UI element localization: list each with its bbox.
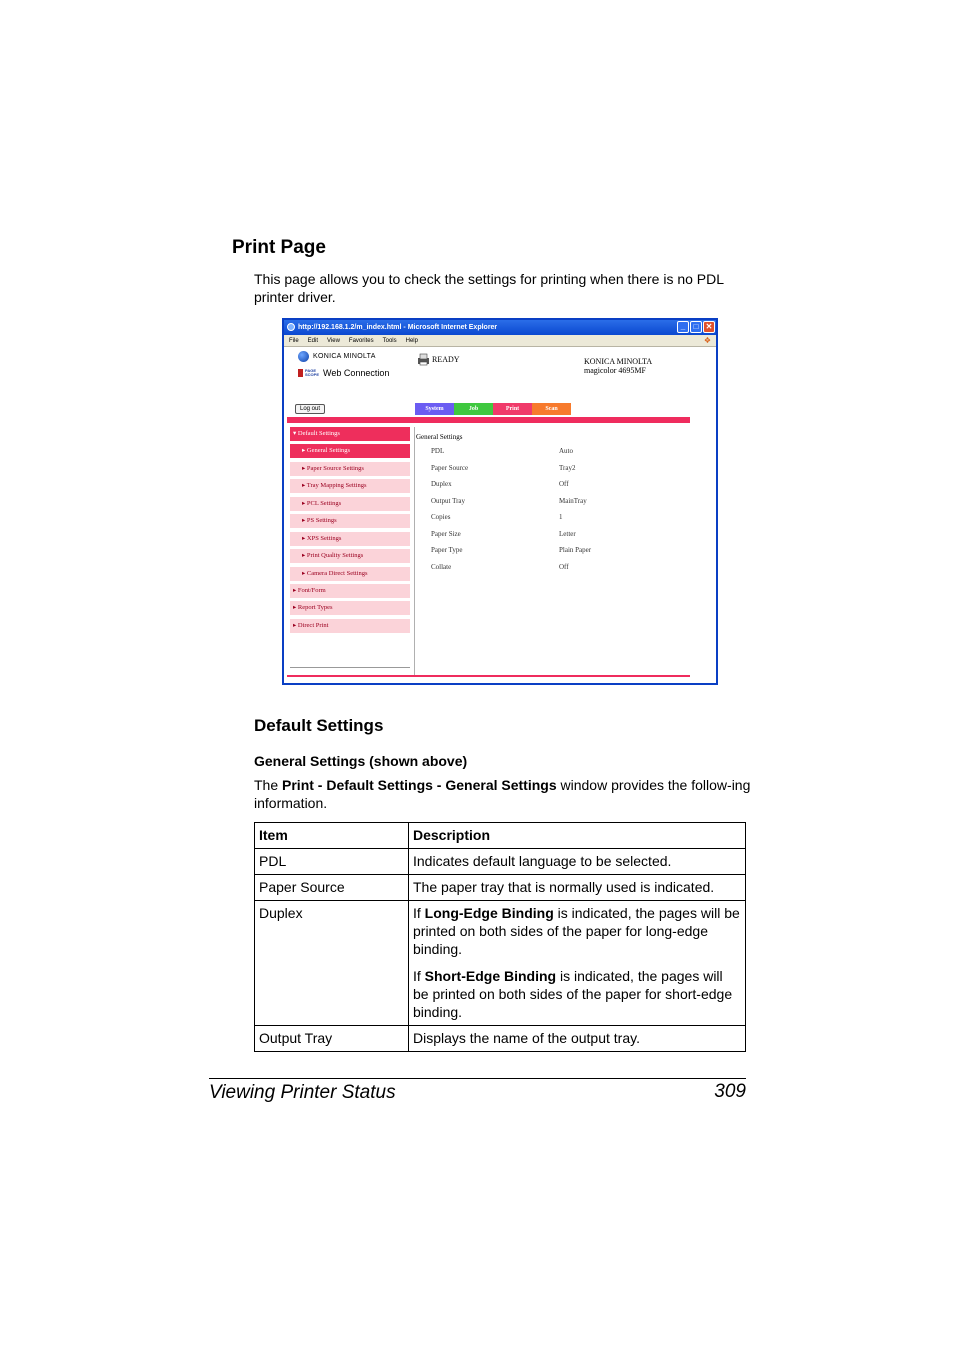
menu-edit[interactable]: Edit xyxy=(307,338,319,344)
setting-row xyxy=(431,546,591,563)
printer-status: READY xyxy=(432,355,460,364)
browser-window-screenshot xyxy=(282,318,718,685)
setting-row xyxy=(431,530,591,547)
section-heading: Default Settings xyxy=(254,716,384,735)
setting-key: Copies xyxy=(431,513,451,521)
description-paragraph: The Print - Default Settings - General Settings window provides the follow-ing information. xyxy=(254,777,751,811)
menu-help[interactable]: Help xyxy=(405,338,418,344)
setting-row xyxy=(431,513,591,530)
footer-rule xyxy=(209,1078,746,1079)
setting-key: Paper Source xyxy=(431,463,469,472)
menu-bar xyxy=(284,335,716,347)
setting-value: Off xyxy=(559,562,569,571)
setting-value: MainTray xyxy=(559,496,587,505)
menu-view[interactable]: View xyxy=(327,338,340,344)
window-title: http://192.168.1.2/m_index.html - Microsoft Internet Explorer xyxy=(298,324,498,331)
printer-model: KONICA MINOLTA magicolor 4695MF xyxy=(584,357,653,375)
table-row: Output Tray Displays the name of the output tray. xyxy=(255,1026,746,1052)
sidebar-item[interactable]: ▸ Font/Form xyxy=(290,584,410,598)
close-icon[interactable]: ✕ xyxy=(703,321,715,333)
settings-description-table xyxy=(254,822,746,1052)
sidebar-item[interactable]: ▸ Tray Mapping Settings xyxy=(290,479,410,493)
web-connection-label: Web Connection xyxy=(323,368,390,378)
sidebar-item[interactable]: ▸ Print Quality Settings xyxy=(290,549,410,563)
main-tabs xyxy=(415,403,571,415)
footer-title: Viewing Printer Status xyxy=(209,1082,396,1103)
maximize-icon[interactable]: □ xyxy=(690,321,702,333)
konica-minolta-logo-icon xyxy=(298,351,309,362)
menu-tools[interactable]: Tools xyxy=(382,338,397,344)
setting-value: 1 xyxy=(559,513,563,521)
brand-block xyxy=(298,351,389,378)
table-header-item: Item xyxy=(255,823,409,849)
sidebar-item[interactable]: ▾ Default Settings xyxy=(290,427,410,441)
setting-value: Letter xyxy=(559,529,576,538)
window-titlebar xyxy=(284,320,716,335)
tab-system[interactable]: System xyxy=(415,403,454,415)
sidebar-item[interactable]: ▸ PCL Settings xyxy=(290,497,410,511)
setting-key: Paper Type xyxy=(431,546,463,554)
setting-value: Auto xyxy=(559,447,573,455)
setting-value: Plain Paper xyxy=(559,546,592,554)
logout-button[interactable]: Log out xyxy=(295,404,325,414)
sidebar-item[interactable]: ▸ PS Settings xyxy=(290,514,410,528)
pagescope-logo: PAGE SCOPE xyxy=(298,369,319,377)
menu-file[interactable]: File xyxy=(289,338,299,344)
subsection-heading: General Settings (shown above) xyxy=(254,753,468,769)
ie-icon xyxy=(287,323,295,331)
sidebar-item[interactable]: ▸ Paper Source Settings xyxy=(290,462,410,476)
content-title: General Settings xyxy=(416,433,463,441)
sidebar-nav xyxy=(290,427,410,636)
header-divider xyxy=(287,417,690,423)
sidebar-item[interactable]: ▸ Camera Direct Settings xyxy=(290,567,410,581)
sidebar-item[interactable]: ▸ Direct Print xyxy=(290,619,410,633)
intro-text: This page allows you to check the settings for printing when there is no PDL printer driver. xyxy=(254,271,724,305)
menu-favorites[interactable]: Favorites xyxy=(348,338,374,344)
page-heading: Print Page xyxy=(232,237,326,258)
setting-key: Collate xyxy=(431,562,452,571)
tab-scan[interactable]: Scan xyxy=(532,403,571,415)
page-number: 309 xyxy=(714,1081,746,1102)
setting-value: Off xyxy=(559,480,569,488)
setting-key: Duplex xyxy=(431,480,452,488)
minimize-icon[interactable]: _ xyxy=(677,321,689,333)
table-row: Duplex If Long-Edge Binding is indicated, the pages will be printed on both sides of the paper for long-edge binding. If Short-Edge Binding is indicated, the pages will be printed on both sides of the paper for short-edge binding. xyxy=(255,901,746,1026)
setting-key: PDL xyxy=(431,447,445,455)
sidebar-item[interactable]: ▸ Report Types xyxy=(290,601,410,615)
setting-row xyxy=(431,497,591,514)
tab-job[interactable]: Job xyxy=(454,403,493,415)
footer-divider xyxy=(287,675,690,677)
table-header-row xyxy=(255,823,746,849)
setting-key: Paper Size xyxy=(431,529,461,538)
settings-list xyxy=(431,447,591,579)
setting-key: Output Tray xyxy=(431,496,466,505)
web-page xyxy=(284,347,716,683)
setting-row xyxy=(431,480,591,497)
table-row: PDL Indicates default language to be selected. xyxy=(255,849,746,875)
table-header-description: Description xyxy=(409,823,746,849)
sidebar-divider xyxy=(290,667,410,668)
setting-value: Tray2 xyxy=(559,463,576,472)
setting-row xyxy=(431,447,591,464)
setting-row xyxy=(431,563,591,580)
setting-row xyxy=(431,464,591,481)
content-divider xyxy=(414,427,415,675)
tab-print[interactable]: Print xyxy=(493,403,532,415)
sidebar-item[interactable]: ▸ XPS Settings xyxy=(290,532,410,546)
printer-icon xyxy=(417,353,430,366)
brand-name: KONICA MINOLTA xyxy=(313,353,376,360)
table-row: Paper Source The paper tray that is normally used is indicated. xyxy=(255,875,746,901)
sidebar-item[interactable]: ▸ General Settings xyxy=(290,444,410,458)
windows-logo-icon: ❖ xyxy=(703,336,711,345)
